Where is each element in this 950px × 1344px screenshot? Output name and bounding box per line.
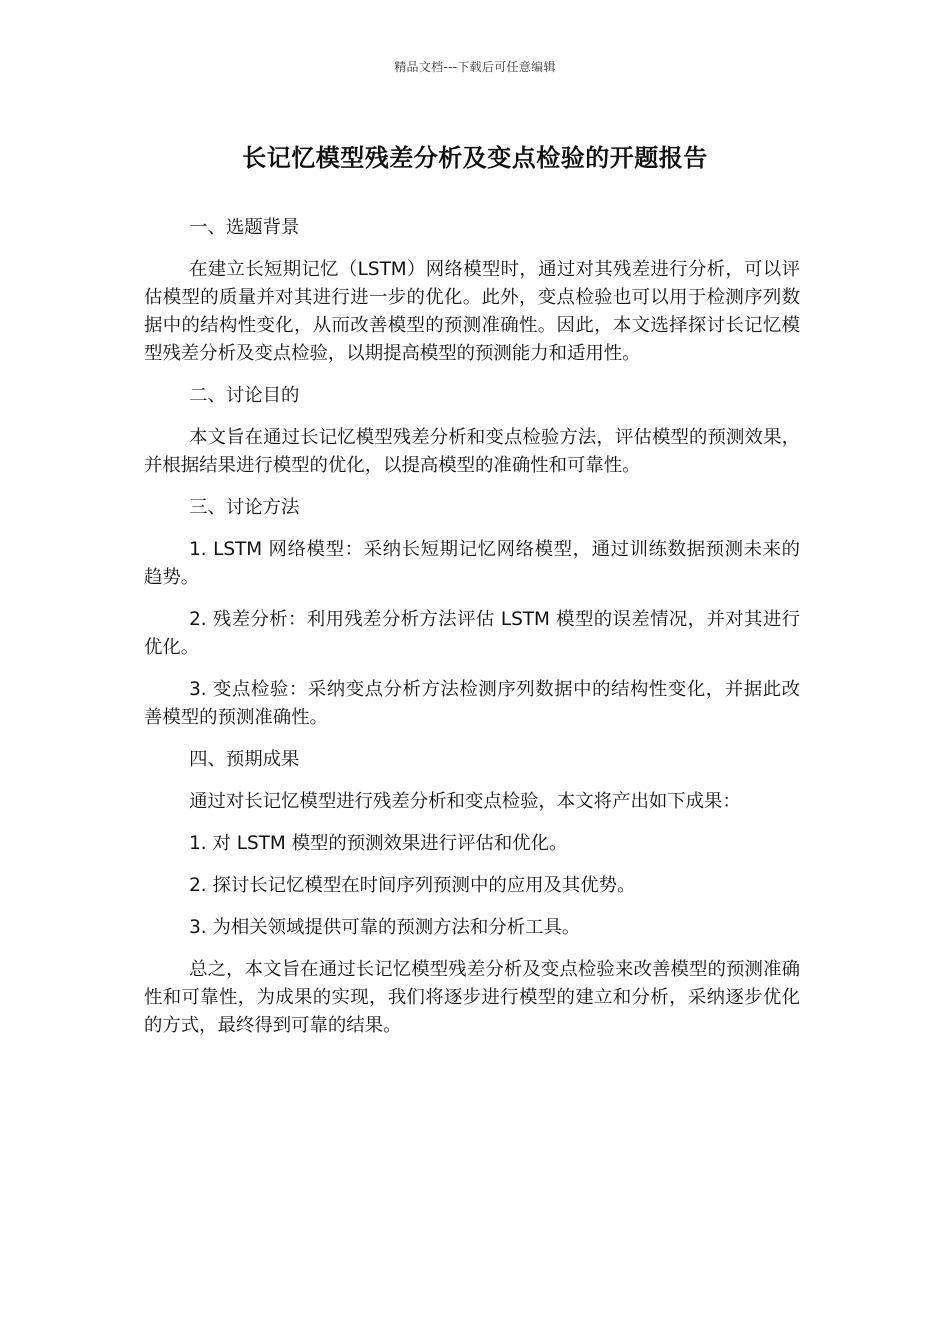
section-heading-background: 一、选题背景 bbox=[189, 217, 300, 238]
method-item-2: 2. 残差分析：利用残差分析方法评估 LSTM 模型的误差情况，并对其进行优化。 bbox=[144, 609, 800, 658]
section-heading-outcomes: 四、预期成果 bbox=[189, 749, 300, 770]
paragraph-background: 在建立长短期记忆（LSTM）网络模型时，通过对其残差进行分析，可以评估模型的质量并对其进行进一步的优化。此外，变点检验也可以用于检测序列数据中的结构性变化，从而改善模型的预测准确性。因此，本文选择探讨长记忆模型残差分析及变点检验，以期提高模型的预测能力和适用性。 bbox=[144, 259, 800, 364]
document-title: 长记忆模型残差分析及变点检验的开题报告 bbox=[242, 144, 708, 172]
method-item-3: 3. 变点检验：采纳变点分析方法检测序列数据中的结构性变化，并据此改善模型的预测准确性。 bbox=[144, 679, 800, 728]
header-note: 精品文档---下载后可任意编辑 bbox=[394, 60, 556, 74]
section-heading-methods: 三、讨论方法 bbox=[189, 497, 300, 518]
method-item-1: 1. LSTM 网络模型：采纳长短期记忆网络模型，通过训练数据预测未来的趋势。 bbox=[144, 539, 800, 588]
document-body bbox=[144, 214, 800, 1054]
section-heading-purpose: 二、讨论目的 bbox=[189, 385, 300, 406]
paragraph-purpose: 本文旨在通过长记忆模型残差分析和变点检验方法，评估模型的预测效果，并根据结果进行模型的优化，以提高模型的准确性和可靠性。 bbox=[144, 427, 800, 476]
paragraph-conclusion: 总之，本文旨在通过长记忆模型残差分析及变点检验来改善模型的预测准确性和可靠性，为成果的实现，我们将逐步进行模型的建立和分析，采纳逐步优化的方式，最终得到可靠的结果。 bbox=[144, 959, 800, 1036]
outcome-item-2: 2. 探讨长记忆模型在时间序列预测中的应用及其优势。 bbox=[189, 875, 636, 896]
paragraph-outcomes-intro: 通过对长记忆模型进行残差分析和变点检验，本文将产出如下成果： bbox=[189, 791, 741, 812]
outcome-item-3: 3. 为相关领域提供可靠的预测方法和分析工具。 bbox=[189, 917, 581, 938]
outcome-item-1: 1. 对 LSTM 模型的预测效果进行评估和优化。 bbox=[189, 833, 568, 854]
